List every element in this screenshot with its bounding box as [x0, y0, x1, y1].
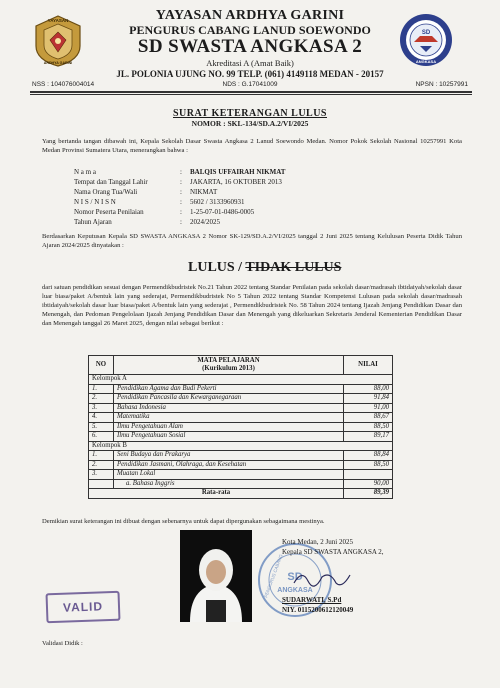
- table-row: [89, 384, 393, 394]
- average-row: [89, 489, 393, 499]
- school-name: SD SWASTA ANGKASA 2: [137, 36, 363, 57]
- row-subject: Pendidikan Jasmani, Olahraga, dan Kesehatan: [114, 460, 344, 470]
- row-no: 5.: [89, 422, 114, 432]
- row-value: 88,00: [344, 384, 393, 394]
- row-value: 88,50: [344, 422, 393, 432]
- validation-label: Validasi Didik :: [42, 640, 83, 647]
- header-divider-thick: [30, 91, 472, 93]
- nss-number: NSS : 104076004014: [32, 81, 95, 88]
- table-row: [89, 403, 393, 413]
- row-no: 1.: [89, 451, 114, 461]
- grades-table: [88, 355, 393, 499]
- average-label: Rata-rata: [89, 489, 344, 499]
- group-b-label: Kelompok B: [89, 441, 393, 451]
- field-colon: :: [180, 218, 182, 226]
- row-value: 88,50: [344, 460, 393, 470]
- foundation-name: YAYASAN ARDHYA GARINI: [155, 8, 345, 23]
- valid-stamp: VALID: [45, 591, 120, 624]
- svg-text:ANGKASA: ANGKASA: [277, 587, 313, 594]
- group-row: [89, 375, 393, 385]
- signature-name: SUDARWATI, S.Pd: [282, 596, 342, 604]
- status-tidak-lulus: TIDAK LULUS: [245, 260, 342, 275]
- row-no: 2.: [89, 394, 114, 404]
- signature-position: Kepala SD SWASTA ANGKASA 2,: [282, 548, 384, 556]
- svg-text:PENGURUS CABANG: PENGURUS CABANG: [263, 553, 284, 599]
- table-row: [89, 422, 393, 432]
- field-label-ttl: Tempat dan Tanggal Lahir: [74, 178, 148, 186]
- col-no-header: NO: [89, 356, 114, 375]
- row-value: 90,00: [344, 479, 393, 489]
- table-row: [89, 479, 393, 489]
- student-photo: [180, 530, 252, 622]
- row-value: 91,84: [344, 394, 393, 404]
- field-colon: :: [180, 208, 182, 216]
- group-row: [89, 441, 393, 451]
- col-value-header: NILAI: [344, 356, 393, 375]
- document-title: SURAT KETERANGAN LULUS: [173, 108, 327, 119]
- row-value: 88,67: [344, 413, 393, 423]
- school-address: JL. POLONIA UJUNG NO. 99 TELP. (061) 4149118 MEDAN - 20157: [116, 69, 384, 79]
- npsn-number: NPSN : 10257991: [415, 81, 468, 88]
- document-number: NOMOR : SKL-134/SD.A.2/VI/2025: [191, 119, 309, 128]
- table-row: [89, 460, 393, 470]
- signature-city-date: Kota Medan, 2 Juni 2025: [282, 538, 353, 546]
- field-value-nama: BALQIS UFFAIRAH NIKMAT: [190, 168, 286, 176]
- field-value-peserta: 1-25-07-01-0486-0005: [190, 208, 255, 216]
- row-subject: Seni Budaya dan Prakarya: [114, 451, 344, 461]
- svg-text:SD: SD: [421, 30, 431, 36]
- table-row: [89, 394, 393, 404]
- table-row: [89, 413, 393, 423]
- average-value: 89,39: [344, 489, 393, 499]
- row-no: 1.: [89, 384, 114, 394]
- row-no: 2.: [89, 460, 114, 470]
- row-no: 3.: [89, 470, 114, 480]
- table-row: [89, 470, 393, 480]
- field-label-wali: Nama Orang Tua/Wali: [74, 188, 138, 196]
- group-a-label: Kelompok A: [89, 375, 393, 385]
- field-colon: :: [180, 178, 182, 186]
- row-subject: Ilmu Pengetahuan Sosial: [114, 432, 344, 442]
- field-value-nis: 5602 / 3133960931: [190, 198, 245, 206]
- svg-text:ANGKASA: ANGKASA: [415, 59, 437, 64]
- field-value-tahun: 2024/2025: [190, 218, 220, 226]
- row-subject: Pendidikan Pancasila dan Kewarganegaraan: [114, 394, 344, 404]
- legal-basis-paragraph: dari satuan pendidikan sesuai dengan Permendikbudristek No.21 Tahun 2022 tentang Standar Penilaian pada sekolah dasar/madrasah ibtidaiyah/sekolah dasar luar biasa/paket A/bentuk lain yang sederajat, Permendikbudristek No 5 Tahun 2022 tentang Standar Kompetensi Lulusan pada sekolah dasar/madrasah ibtidaiyah/sekolah dasar luar biasa/paket A/bentuk lain yang sederajat , Permendikbudristek No. 58 Tahun 2024 tentang Ijazah Jenjang Pendidikan Dasar dan Menengah, dan Pedoman Pengelolaan Ijazah Jenjang Pendidikan Dasar dan Menengah yang dikeluarkan Sekretaris Jenderal Kementerian Pendidikan Dasar dan Menengah tanggal 26 Maret 2025, dengan nilai sebagai berikut :: [42, 284, 462, 327]
- intro-paragraph: Yang bertanda tangan dibawah ini, Kepala Sekolah Dasar Swasta Angkasa 2 Lanud Soewondo Medan. Nomor Pokok Sekolah Nasional 10257991 Kota Medan Provinsi Sumatera Utara, menerangkan bahwa :: [42, 138, 462, 154]
- row-subject: Pendidikan Agama dan Budi Pekerti: [114, 384, 344, 394]
- row-subject: Bahasa Indonesia: [114, 403, 344, 413]
- row-value: 91,00: [344, 403, 393, 413]
- row-subject: a. Bahasa Inggris: [114, 479, 344, 489]
- field-colon: :: [180, 168, 182, 176]
- col-subject-title: MATA PELAJARAN: [197, 357, 260, 364]
- accreditation: Akreditasi A (Amat Baik): [206, 58, 294, 68]
- row-subject: Ilmu Pengetahuan Alam: [114, 422, 344, 432]
- field-colon: :: [180, 198, 182, 206]
- nds-number: NDS : G.17041009: [222, 81, 278, 88]
- svg-text:YAYASAN: YAYASAN: [47, 18, 69, 23]
- row-no: 3.: [89, 403, 114, 413]
- field-label-nis: N I S / N I S N: [74, 198, 116, 206]
- status-lulus: LULUS /: [188, 260, 243, 275]
- svg-text:ARDHYA GARINI: ARDHYA GARINI: [43, 61, 73, 65]
- field-label-peserta: Nomor Peserta Penilaian: [74, 208, 144, 216]
- closing-paragraph: Demikian surat keterangan ini dibuat dengan sebenarnya untuk dapat dipergunakan sebagaimana mestinya.: [42, 518, 325, 525]
- header-divider-thin: [30, 94, 472, 95]
- handwritten-signature: [290, 565, 360, 591]
- graduation-status: [188, 260, 341, 276]
- row-no: [89, 479, 114, 489]
- row-no: 6.: [89, 432, 114, 442]
- row-value: 89,17: [344, 432, 393, 442]
- row-subject: Muatan Lokal: [114, 470, 344, 480]
- row-value: [344, 470, 393, 480]
- branch-name: PENGURUS CABANG LANUD SOEWONDO: [129, 23, 371, 37]
- field-colon: :: [180, 188, 182, 196]
- col-subject-header: [114, 356, 344, 375]
- field-value-wali: NIKMAT: [190, 188, 218, 196]
- signature-niy: NIY. 0115200612120049: [282, 606, 354, 614]
- col-subject-curriculum: (Kurikulum 2013): [202, 365, 255, 372]
- row-no: 4.: [89, 413, 114, 423]
- table-row: [89, 432, 393, 442]
- field-label-nama: N a m a: [74, 168, 96, 176]
- field-label-tahun: Tahun Ajaran: [74, 218, 112, 226]
- table-header-row: [89, 356, 393, 375]
- row-value: 88,84: [344, 451, 393, 461]
- row-subject: Matematika: [114, 413, 344, 423]
- svg-text:SD: SD: [287, 571, 303, 583]
- table-row: [89, 451, 393, 461]
- decision-paragraph: Berdasarkan Keputusan Kepala SD SWASTA ANGKASA 2 Nomor SK-129/SD.A.2/VI/2025 tanggal 2 Juni 2025 tentang Kelulusan Peserta Didik Tahun Ajaran 2024/2025 dinyatakan :: [42, 233, 462, 249]
- field-value-ttl: JAKARTA, 16 OKTOBER 2013: [190, 178, 282, 186]
